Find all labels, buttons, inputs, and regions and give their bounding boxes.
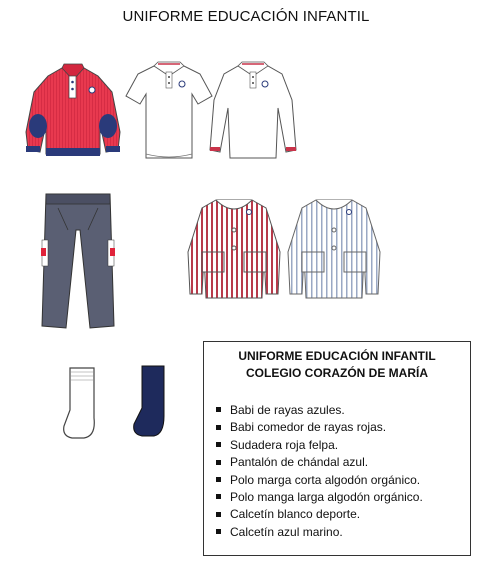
list-item: Calcetín azul marino. — [216, 524, 423, 541]
navy-sock-image — [128, 364, 176, 440]
sweatshirt-image — [20, 62, 126, 164]
polo-long-sleeve-image — [208, 60, 298, 164]
tracksuit-pants-image — [38, 190, 118, 332]
info-box-heading-line1: UNIFORME EDUCACIÓN INFANTIL — [238, 349, 436, 363]
list-item: Babi de rayas azules. — [216, 402, 423, 419]
info-box-heading-line2: COLEGIO CORAZÓN DE MARÍA — [246, 366, 428, 380]
polo-short-sleeve-image — [124, 60, 214, 164]
blue-striped-smock-image — [286, 196, 382, 302]
list-item: Calcetín blanco deporte. — [216, 506, 423, 523]
red-striped-smock-image — [186, 196, 282, 302]
uniform-items-list — [216, 402, 423, 541]
list-item: Sudadera roja felpa. — [216, 437, 423, 454]
list-item: Babi comedor de rayas rojas. — [216, 419, 423, 436]
list-item: Polo marga corta algodón orgánico. — [216, 472, 423, 489]
list-item: Pantalón de chándal azul. — [216, 454, 423, 471]
uniform-info-box — [203, 341, 471, 556]
page-title: UNIFORME EDUCACIÓN INFANTIL — [122, 8, 370, 25]
white-sock-image — [60, 366, 108, 442]
list-item: Polo manga larga algodón orgánico. — [216, 489, 423, 506]
